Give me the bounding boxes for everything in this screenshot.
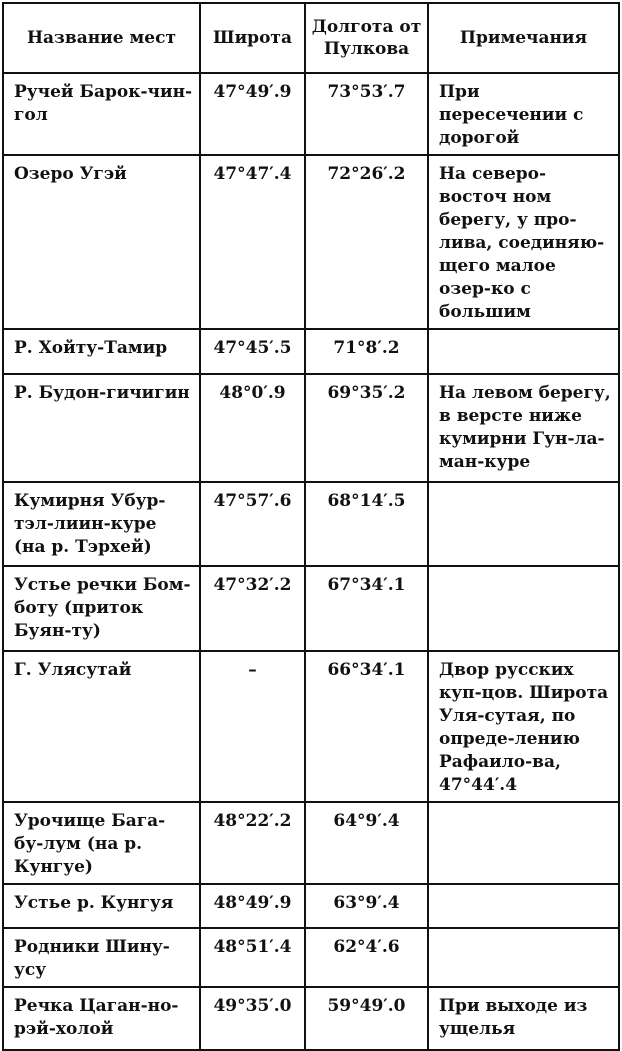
table-row [3,482,619,566]
table-row [3,374,619,482]
place-name: Р. Хойту-Тамир [3,329,200,374]
note-text [428,928,619,987]
header-longitude: Долгота от Пулкова [305,3,428,73]
table-row [3,884,619,928]
note-text: На левом берегу, в версте ниже кумирни Гун-ла-ман-куре [428,374,619,482]
table-row [3,928,619,987]
latitude-value: 48°0′.9 [200,374,305,482]
place-name: Р. Будон-гичигин [3,374,200,482]
place-name: Ручей Барок-чин-гол [3,73,200,155]
latitude-value: – [200,651,305,802]
longitude-value: 59°49′.0 [305,987,428,1050]
longitude-value: 72°26′.2 [305,155,428,329]
coordinates-table [2,2,620,1051]
longitude-value: 68°14′.5 [305,482,428,566]
table-header-row [3,3,619,73]
note-text: При выходе из ущелья [428,987,619,1050]
latitude-value: 48°49′.9 [200,884,305,928]
longitude-value: 63°9′.4 [305,884,428,928]
table-row [3,987,619,1050]
note-text: На северо-восточ ном берегу, у про-лива, соединяю-щего малое озер-ко с большим [428,155,619,329]
note-text [428,566,619,651]
note-text [428,802,619,884]
latitude-value: 47°49′.9 [200,73,305,155]
place-name: Устье речки Бом-боту (приток Буян-ту) [3,566,200,651]
note-text [428,329,619,374]
note-text [428,482,619,566]
place-name: Г. Улясутай [3,651,200,802]
header-name: Название мест [3,3,200,73]
longitude-value: 71°8′.2 [305,329,428,374]
longitude-value: 62°4′.6 [305,928,428,987]
note-text: При пересечении с дорогой [428,73,619,155]
latitude-value: 48°51′.4 [200,928,305,987]
table-row [3,73,619,155]
table-row [3,651,619,802]
latitude-value: 48°22′.2 [200,802,305,884]
header-latitude: Широта [200,3,305,73]
latitude-value: 47°47′.4 [200,155,305,329]
longitude-value: 73°53′.7 [305,73,428,155]
longitude-value: 66°34′.1 [305,651,428,802]
note-text [428,884,619,928]
place-name: Урочище Бага-бу-лум (на р. Кунгуе) [3,802,200,884]
latitude-value: 49°35′.0 [200,987,305,1050]
place-name: Родники Шину-усу [3,928,200,987]
place-name: Озеро Угэй [3,155,200,329]
table-row [3,566,619,651]
place-name: Речка Цаган-но-рэй-холой [3,987,200,1050]
latitude-value: 47°57′.6 [200,482,305,566]
place-name: Кумирня Убур-тэл-лиин-куре (на р. Тэрхей) [3,482,200,566]
table-row [3,155,619,329]
header-notes: Примечания [428,3,619,73]
place-name: Устье р. Кунгуя [3,884,200,928]
note-text: Двор русских куп-цов. Широта Уля-сутая, по опреде-лению Рафаило-ва, 47°44′.4 [428,651,619,802]
table-row [3,329,619,374]
longitude-value: 67°34′.1 [305,566,428,651]
longitude-value: 64°9′.4 [305,802,428,884]
table-row [3,802,619,884]
latitude-value: 47°45′.5 [200,329,305,374]
latitude-value: 47°32′.2 [200,566,305,651]
longitude-value: 69°35′.2 [305,374,428,482]
